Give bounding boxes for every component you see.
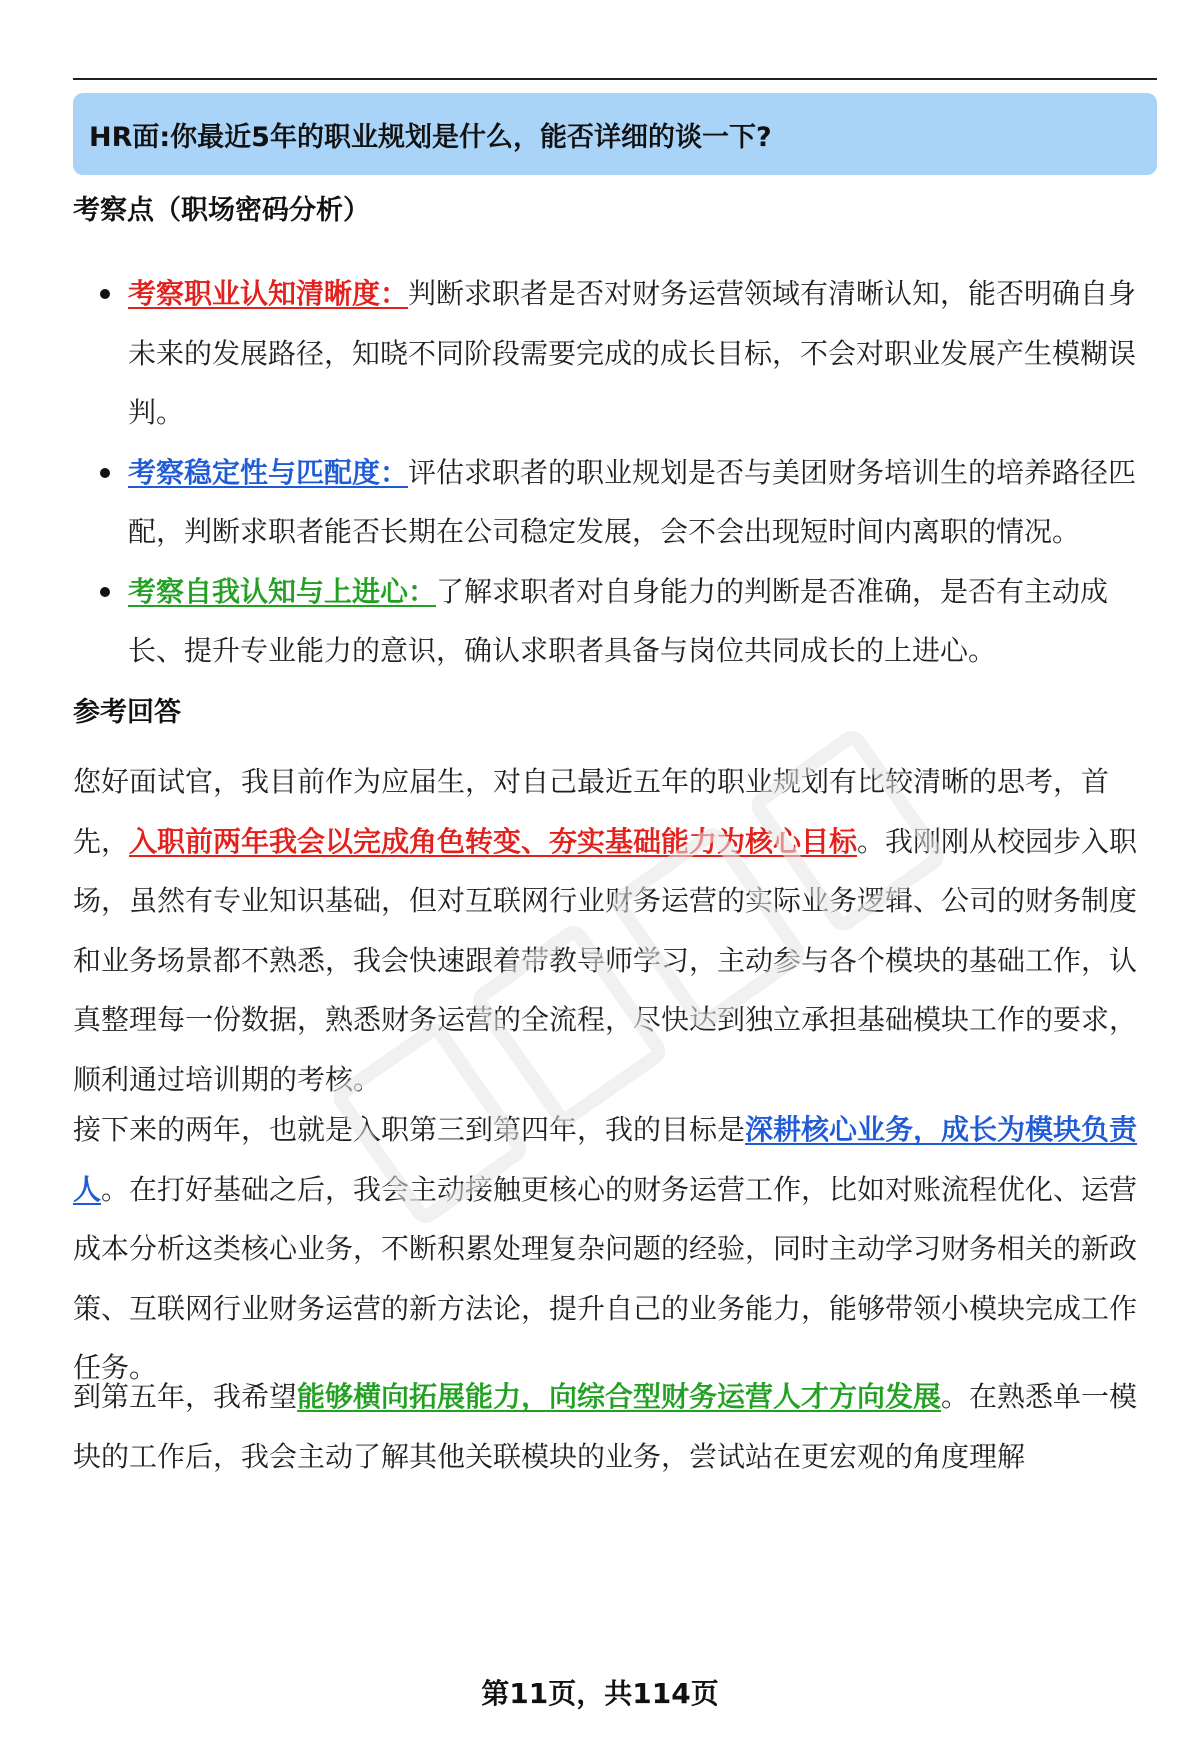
list-item — [100, 443, 1150, 562]
answer-text: 。我刚刚从校园步入职场，虽然有专业知识基础，但对互联网行业财务运营的实际业务逻辑、公司的财务制度和业务场景都不熟悉，我会快速跟着带教导师学习，主动参与各个模块的基础工作，认真整理每一份数据，熟悉财务运营的全流程，尽快达到独立承担基础模块工作的要求，顺利通过培训期的考核。 — [73, 824, 1138, 1096]
question-text: HR面:你最近5年的职业规划是什么，能否详细的谈一下? — [89, 121, 772, 153]
answer-text: 到第五年，我希望 — [73, 1380, 298, 1413]
answer-paragraph-3 — [73, 1367, 1153, 1486]
answer-text: 接下来的两年，也就是入职第三到第四年，我的目标是 — [73, 1113, 746, 1146]
point-text: 了解求职者对自身能力的判断是否准确，是否有主动成长、提升专业能力的意识，确认求职者具备与岗位共同成长的上进心。 — [128, 574, 1109, 667]
point-key: 考察职业认知清晰度： — [128, 277, 409, 310]
bullet-icon — [100, 587, 110, 597]
evaluation-points-list — [100, 264, 1150, 681]
point-text: 评估求职者的职业规划是否与美团财务培训生的培养路径匹配，判断求职者能否长期在公司稳定发展，会不会出现短时间内离职的情况。 — [128, 455, 1137, 548]
answer-paragraph-2 — [73, 1100, 1153, 1398]
section-title-evaluation-points: 考察点（职场密码分析） — [73, 195, 370, 226]
top-divider — [73, 78, 1157, 80]
page-footer: 第11页，共114页 — [481, 1677, 719, 1710]
bullet-icon — [100, 289, 110, 299]
section-title-reference-answer: 参考回答 — [73, 697, 181, 728]
answer-text: 您好面试官，我目前作为应届生，对自己最近五年的职业规划有比较清晰的思考，首先， — [73, 765, 1110, 858]
answer-text: 。在打好基础之后，我会主动接触更核心的财务运营工作，比如对账流程优化、运营成本分析这类核心业务，不断积累处理复杂问题的经验，同时主动学习财务相关的新政策、互联网行业财务运营的新方法论，提升自己的业务能力，能够带领小模块完成工作任务。 — [73, 1172, 1138, 1384]
point-key: 考察自我认知与上进心： — [128, 574, 437, 608]
answer-highlight: 入职前两年我会以完成角色转变、夯实基础能力为核心目标 — [129, 824, 858, 858]
answer-text: 。在熟悉单一模块的工作后，我会主动了解其他关联模块的业务，尝试站在更宏观的角度理解 — [73, 1380, 1138, 1473]
question-banner — [73, 93, 1157, 175]
point-text: 判断求职者是否对财务运营领域有清晰认知，能否明确自身未来的发展路径，知晓不同阶段需要完成的成长目标，不会对职业发展产生模糊误判。 — [128, 277, 1137, 429]
list-item — [100, 264, 1150, 443]
answer-highlight: 能够横向拓展能力，向综合型财务运营人才方向发展 — [297, 1380, 942, 1413]
bullet-icon — [100, 468, 110, 478]
list-item — [100, 562, 1150, 681]
answer-highlight: 深耕核心业务，成长为模块负责人 — [73, 1113, 1138, 1206]
point-key: 考察稳定性与匹配度： — [128, 455, 409, 489]
answer-paragraph-1 — [73, 752, 1153, 1109]
